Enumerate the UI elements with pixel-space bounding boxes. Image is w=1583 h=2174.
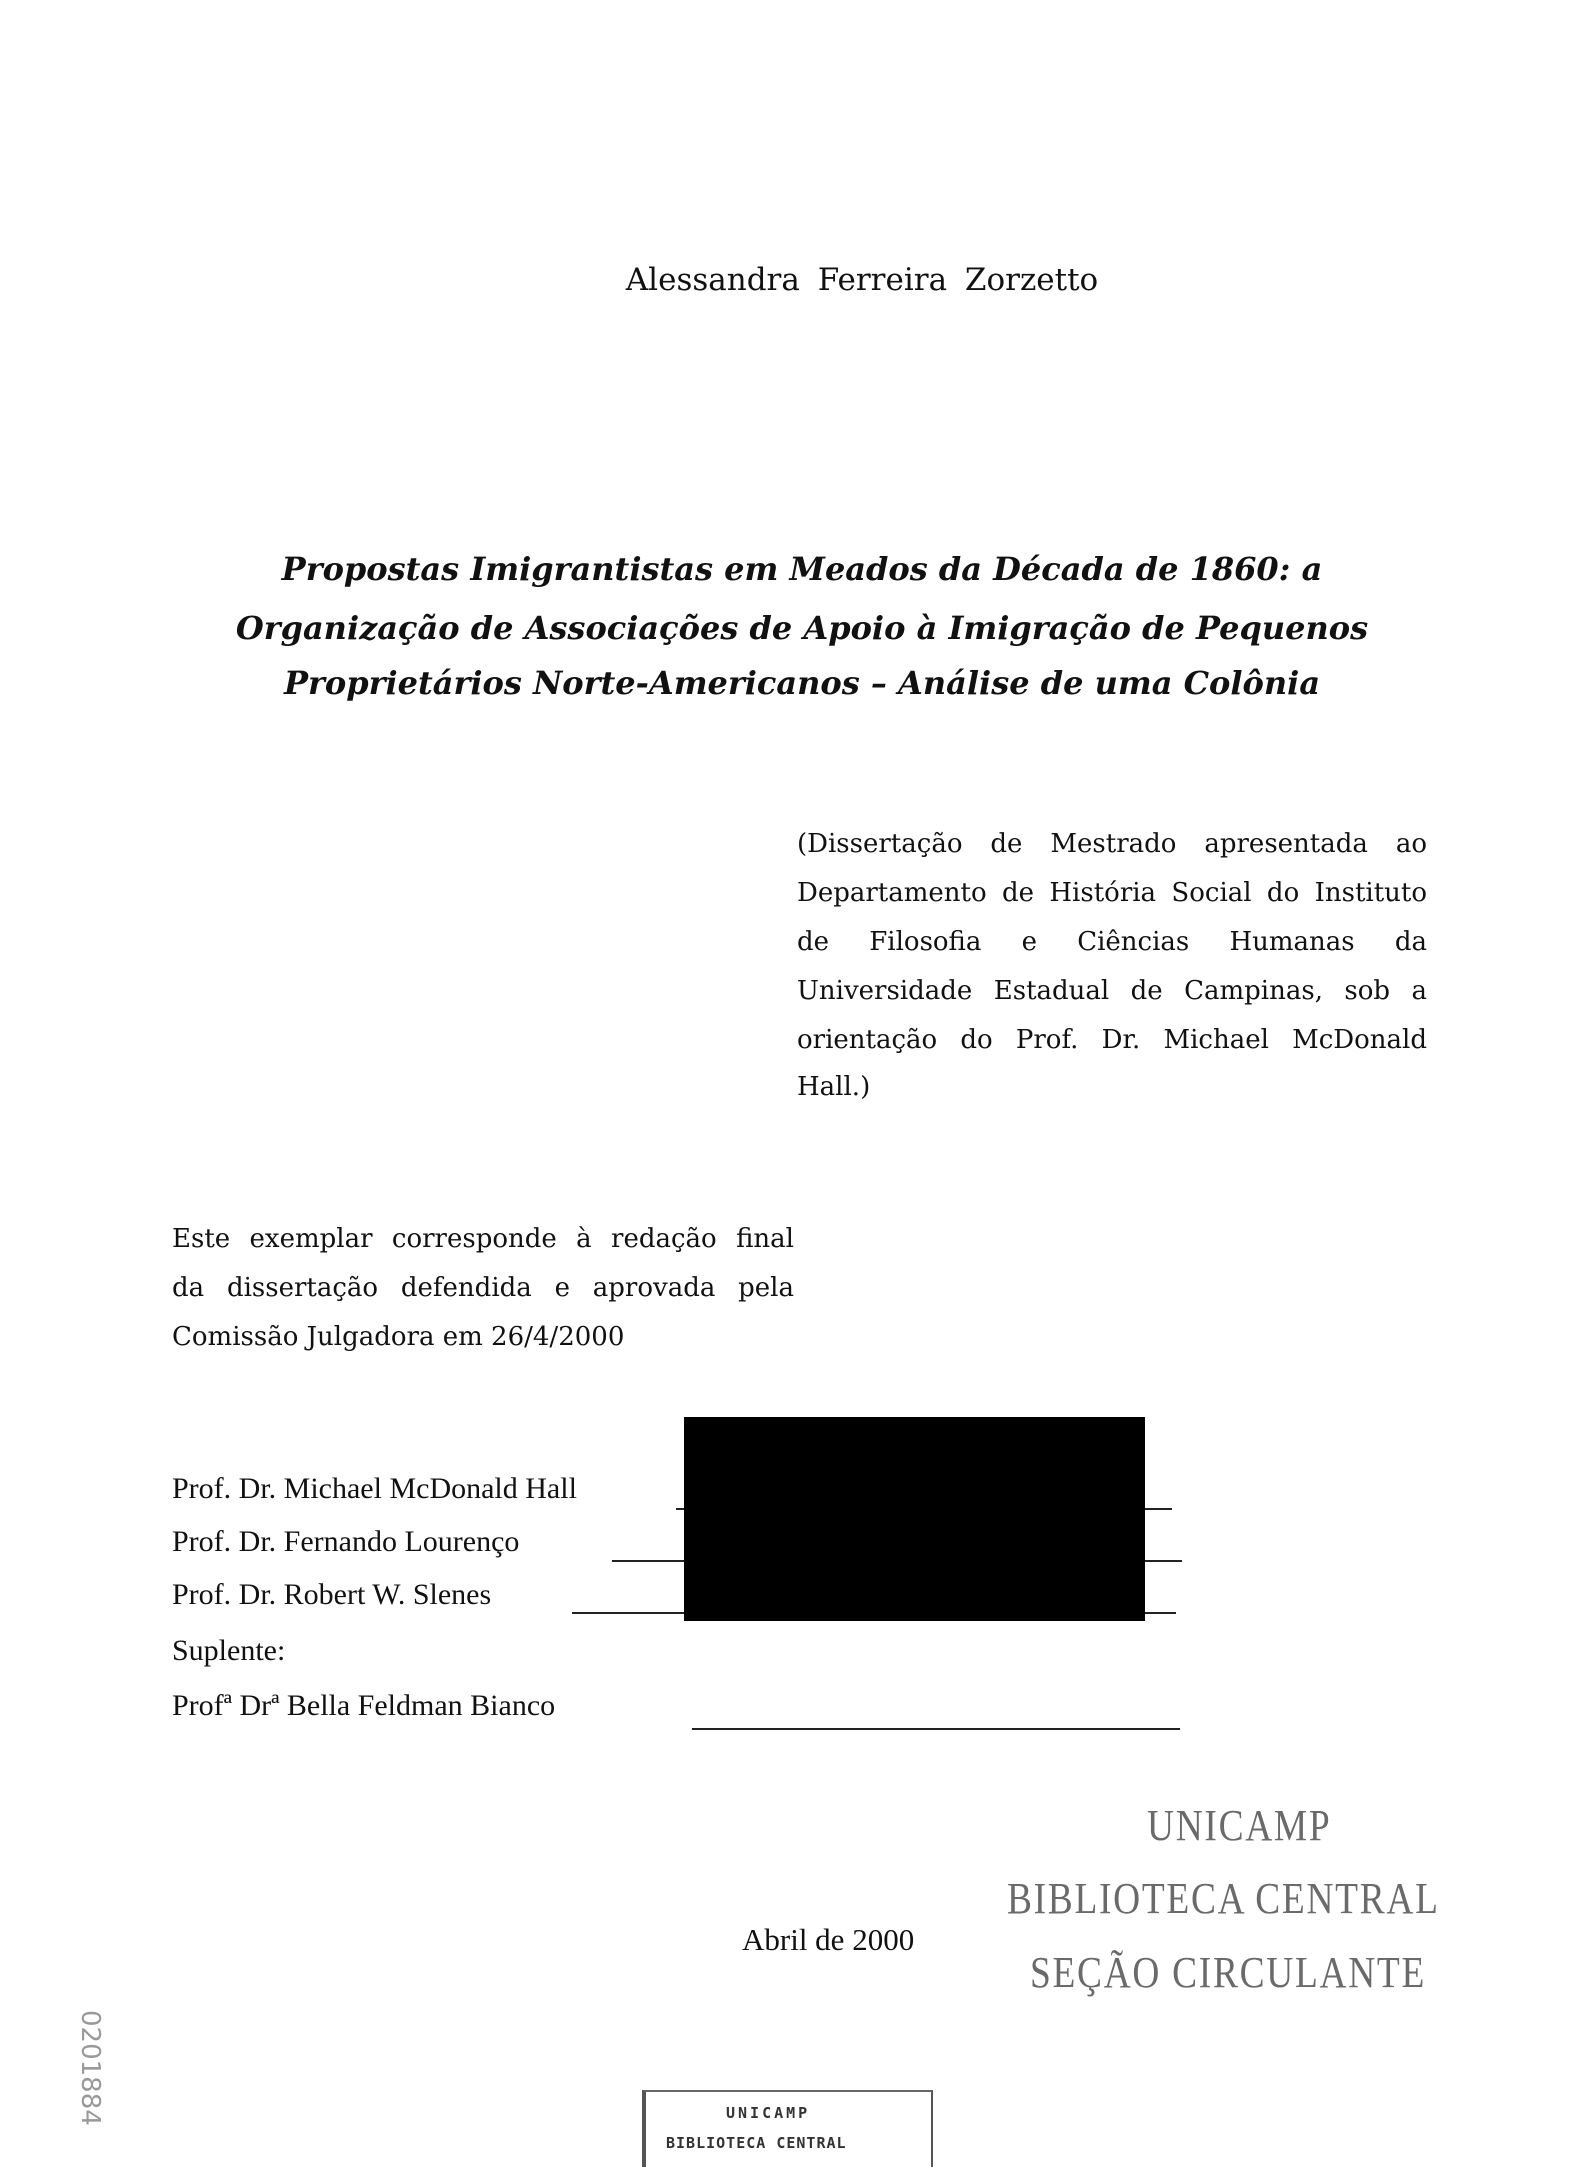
note-line: de Filosofia e Ciências Humanas da [797, 927, 1427, 957]
approval-line: da dissertação defendida e aprovada pela [172, 1273, 794, 1303]
committee-member: Prof. Dr. Michael McDonald Hall [172, 1472, 577, 1505]
note-line: Departamento de História Social do Instituto [797, 878, 1427, 908]
note-line: Hall.) [797, 1072, 871, 1102]
library-stamp-line: SEÇÃO CIRCULANTE [1030, 1948, 1427, 1997]
suplente-member: Profª Drª Bella Feldman Bianco [172, 1689, 556, 1722]
library-stamp-line: UNICAMP [1147, 1801, 1332, 1850]
small-stamp-line: UNICAMP [726, 2104, 811, 2122]
title-line: Propostas Imigrantistas em Meados da Década de 1860: a [281, 550, 1323, 588]
title-line: Organização de Associações de Apoio à Imigração de Pequenos [235, 609, 1369, 647]
committee-member: Prof. Dr. Fernando Lourenço [172, 1525, 520, 1558]
note-line: (Dissertação de Mestrado apresentada ao [797, 829, 1427, 859]
small-library-stamp [642, 2090, 933, 2167]
handwritten-code: 0201884 [75, 2010, 105, 2126]
signature-line [692, 1728, 1180, 1730]
suplente-label: Suplente: [172, 1634, 286, 1667]
library-stamp-line: BIBLIOTECA CENTRAL [1007, 1874, 1440, 1923]
small-stamp-line: BIBLIOTECA CENTRAL [666, 2134, 847, 2152]
redacted-signatures [684, 1417, 1145, 1621]
date: Abril de 2000 [742, 1922, 915, 1957]
note-line: orientação do Prof. Dr. Michael McDonald [797, 1025, 1427, 1055]
committee-member: Prof. Dr. Robert W. Slenes [172, 1578, 492, 1611]
author-name: Alessandra Ferreira Zorzetto [625, 262, 1099, 298]
title-line: Proprietários Norte-Americanos – Análise de uma Colônia [283, 664, 1321, 702]
approval-line: Este exemplar corresponde à redação final [172, 1224, 794, 1254]
note-line: Universidade Estadual de Campinas, sob a [797, 976, 1427, 1006]
approval-line: Comissão Julgadora em 26/4/2000 [172, 1322, 625, 1352]
